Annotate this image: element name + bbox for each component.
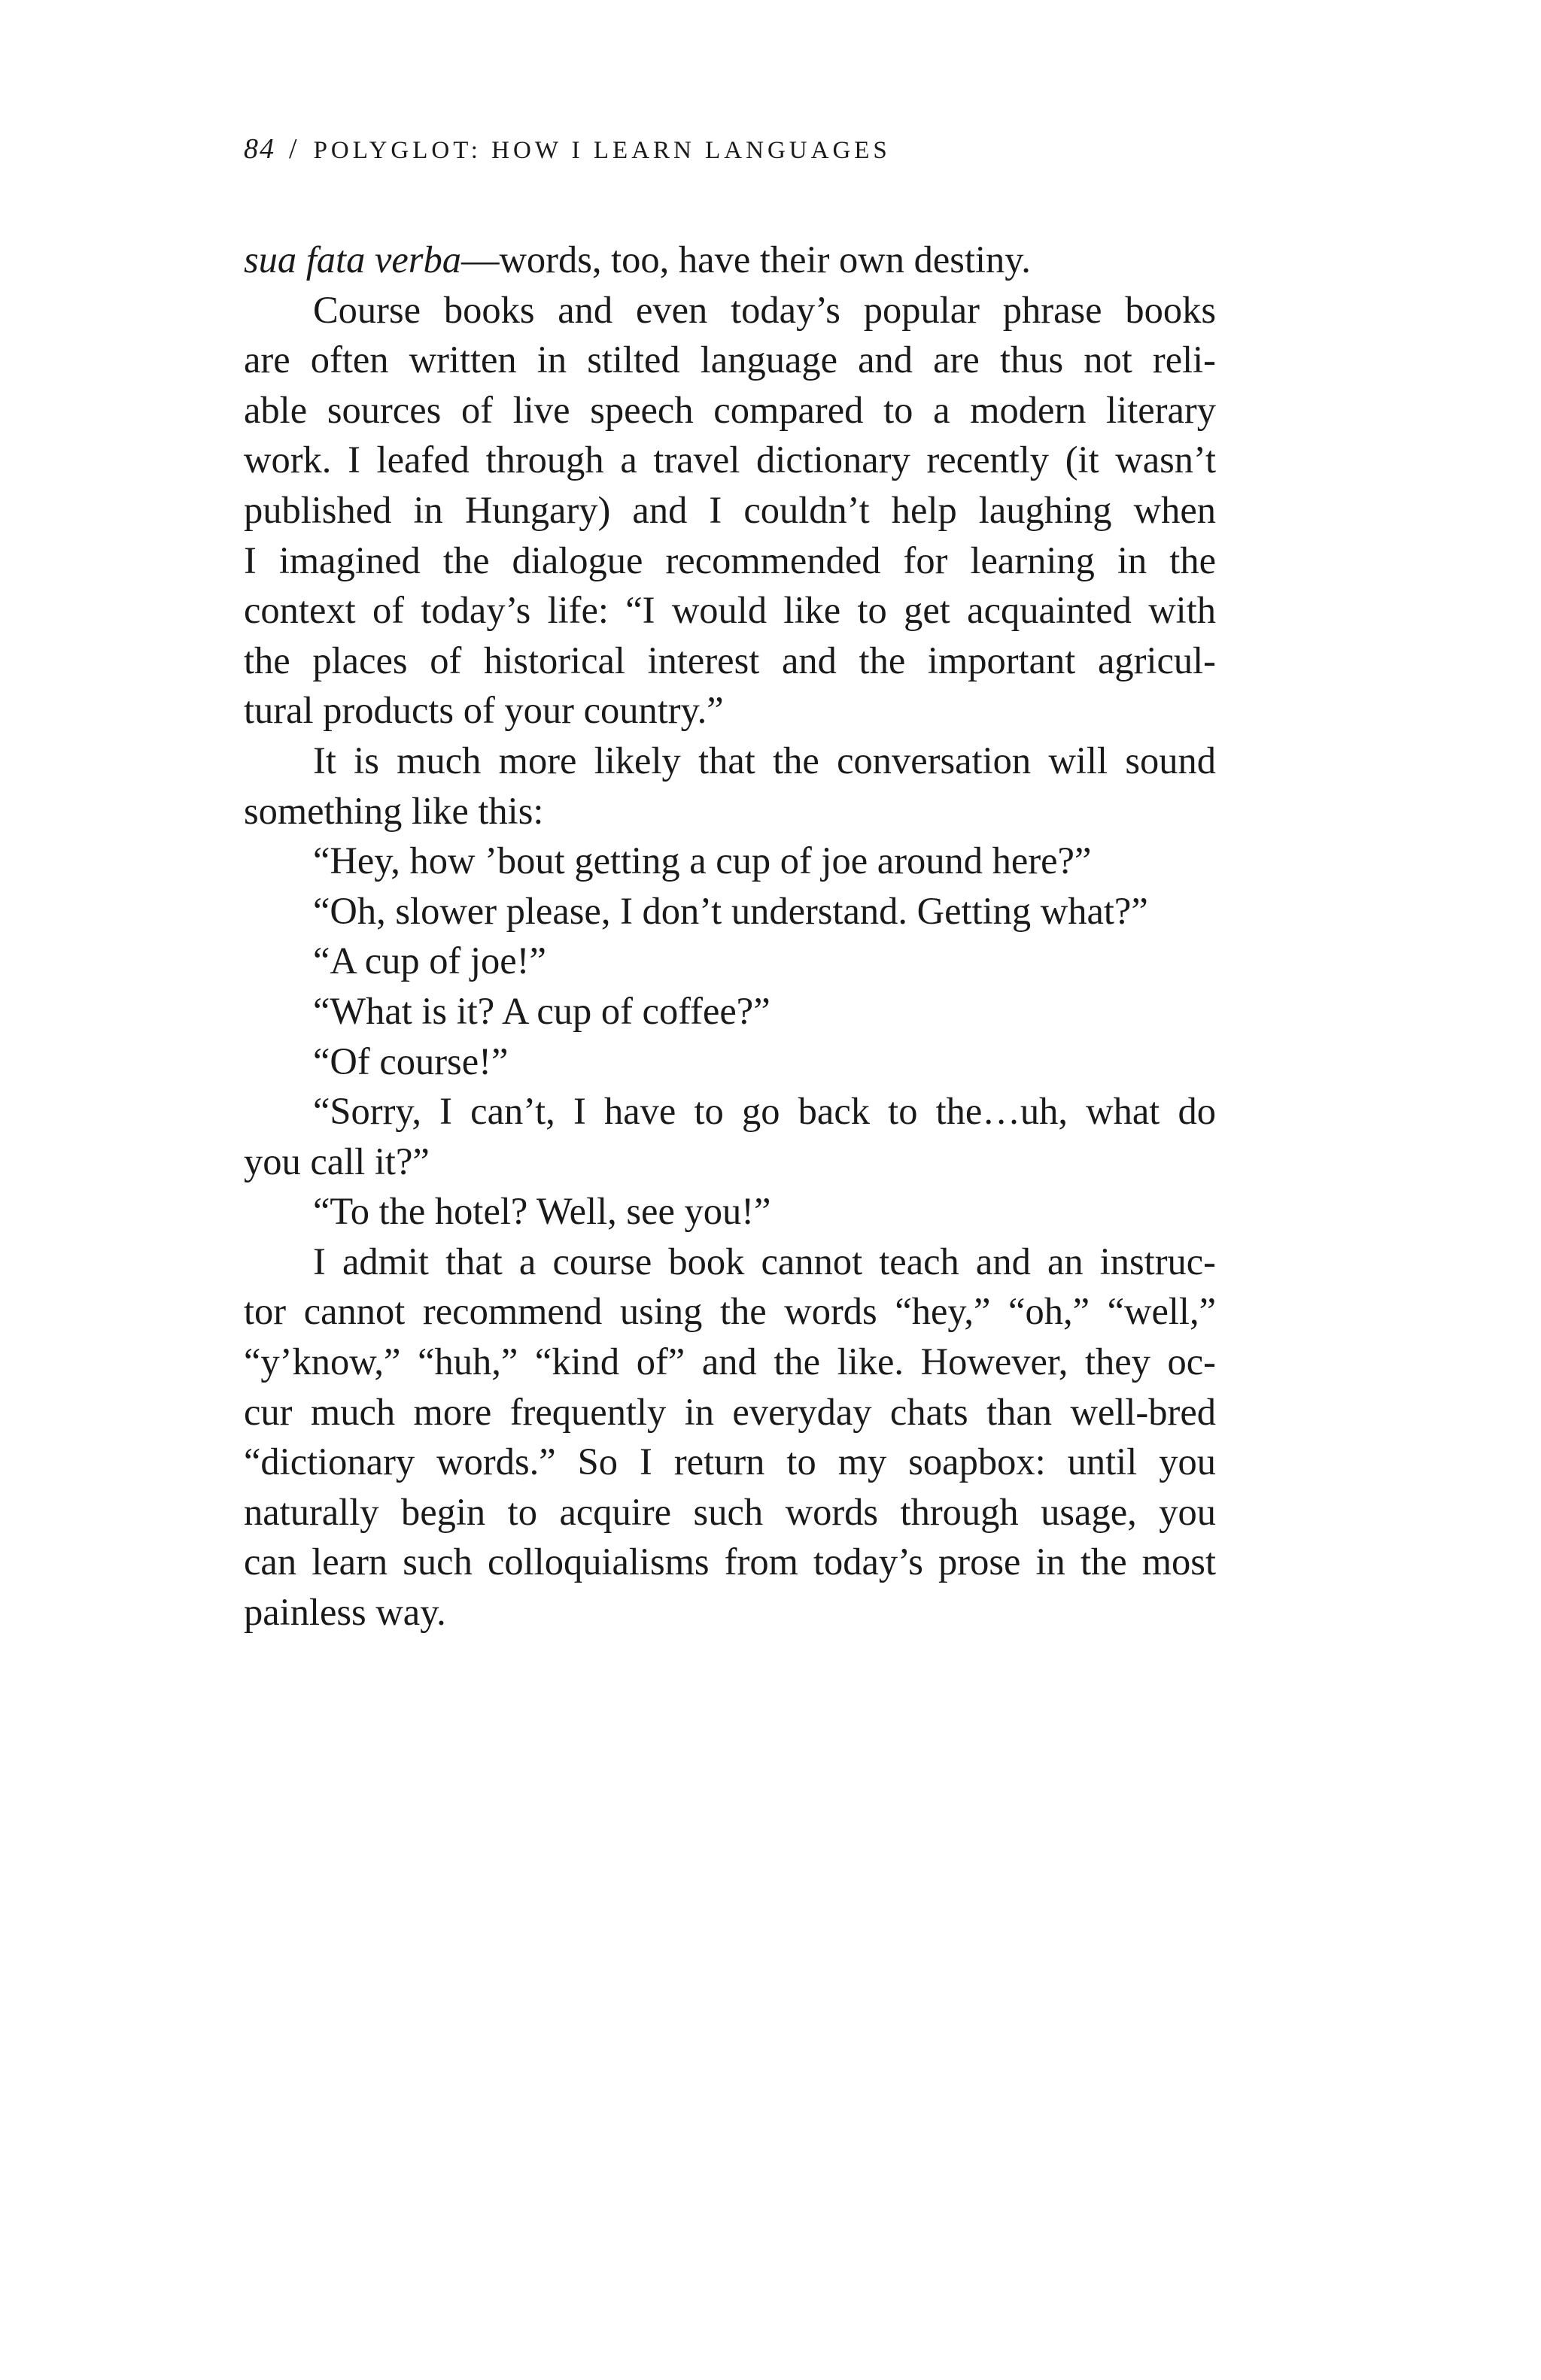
- text-line: “Oh, slower please, I don’t understand. Getting what?”: [313, 889, 1148, 932]
- text-line: “What is it? A cup of coffee?”: [313, 989, 770, 1032]
- text-line: context of today’s life: “I would like to get acquainted with: [244, 589, 1216, 632]
- text-line: the places of historical interest and the important agricul-: [244, 639, 1216, 682]
- text-line: you call it?”: [244, 1140, 430, 1182]
- text-line: naturally begin to acquire such words through usage, you: [244, 1490, 1216, 1533]
- dialogue-line: [244, 886, 1216, 937]
- dialogue-line: [244, 1037, 1216, 1087]
- text-line: Course books and even today’s popular phrase books: [313, 288, 1216, 331]
- text-line: I imagined the dialogue recommended for learning in the: [244, 539, 1216, 581]
- text-line: “Sorry, I can’t, I have to go back to the…uh, what do: [313, 1090, 1216, 1133]
- text-line: I admit that a course book cannot teach and an instruc-: [313, 1240, 1216, 1283]
- body-text: [244, 235, 1216, 1638]
- text-line: cur much more frequently in everyday chats than well-bred: [244, 1390, 1216, 1433]
- text-line: “To the hotel? Well, see you!”: [313, 1190, 771, 1233]
- latin-phrase: sua fata verba: [244, 238, 461, 281]
- paragraph: [244, 736, 1216, 836]
- dialogue-line: [244, 986, 1216, 1037]
- text-line: something like this:: [244, 789, 544, 832]
- text-line: It is much more likely that the conversation will sound: [313, 739, 1216, 782]
- text-line: can learn such colloquialisms from today’s prose in the most: [244, 1541, 1216, 1583]
- paragraph: [244, 1237, 1216, 1638]
- paragraph-continuation: [244, 235, 1216, 285]
- text-line: “dictionary words.” So I return to my soapbox: until you: [244, 1440, 1216, 1483]
- text-line: sua fata verba—words, too, have their own destiny.: [244, 238, 1031, 281]
- text-line: “y’know,” “huh,” “kind of” and the like. However, they oc-: [244, 1340, 1216, 1383]
- text-line: “Hey, how ’bout getting a cup of joe around here?”: [313, 839, 1092, 882]
- running-head: [244, 132, 891, 165]
- dialogue-line: [244, 1186, 1216, 1237]
- text-line: work. I leafed through a travel dictionary recently (it wasn’t: [244, 439, 1216, 481]
- page-number: 84: [244, 133, 275, 165]
- text-line: “Of course!”: [313, 1040, 509, 1082]
- text-line: tor cannot recommend using the words “hey,” “oh,” “well,”: [244, 1290, 1216, 1333]
- dialogue-line: [244, 1086, 1216, 1186]
- dialogue-line: [244, 836, 1216, 886]
- text-line: painless way.: [244, 1591, 446, 1634]
- text-line: published in Hungary) and I couldn’t help laughing when: [244, 488, 1216, 531]
- book-title: POLYGLOT: HOW I LEARN LANGUAGES: [313, 137, 891, 164]
- running-head-separator: /: [289, 133, 297, 165]
- dialogue-line: [244, 936, 1216, 986]
- text-line: tural products of your country.”: [244, 689, 724, 732]
- paragraph: [244, 285, 1216, 736]
- text-line: able sources of live speech compared to a modern literary: [244, 388, 1216, 431]
- text-line: are often written in stilted language and are thus not reli-: [244, 338, 1216, 381]
- text-line: “A cup of joe!”: [313, 940, 546, 982]
